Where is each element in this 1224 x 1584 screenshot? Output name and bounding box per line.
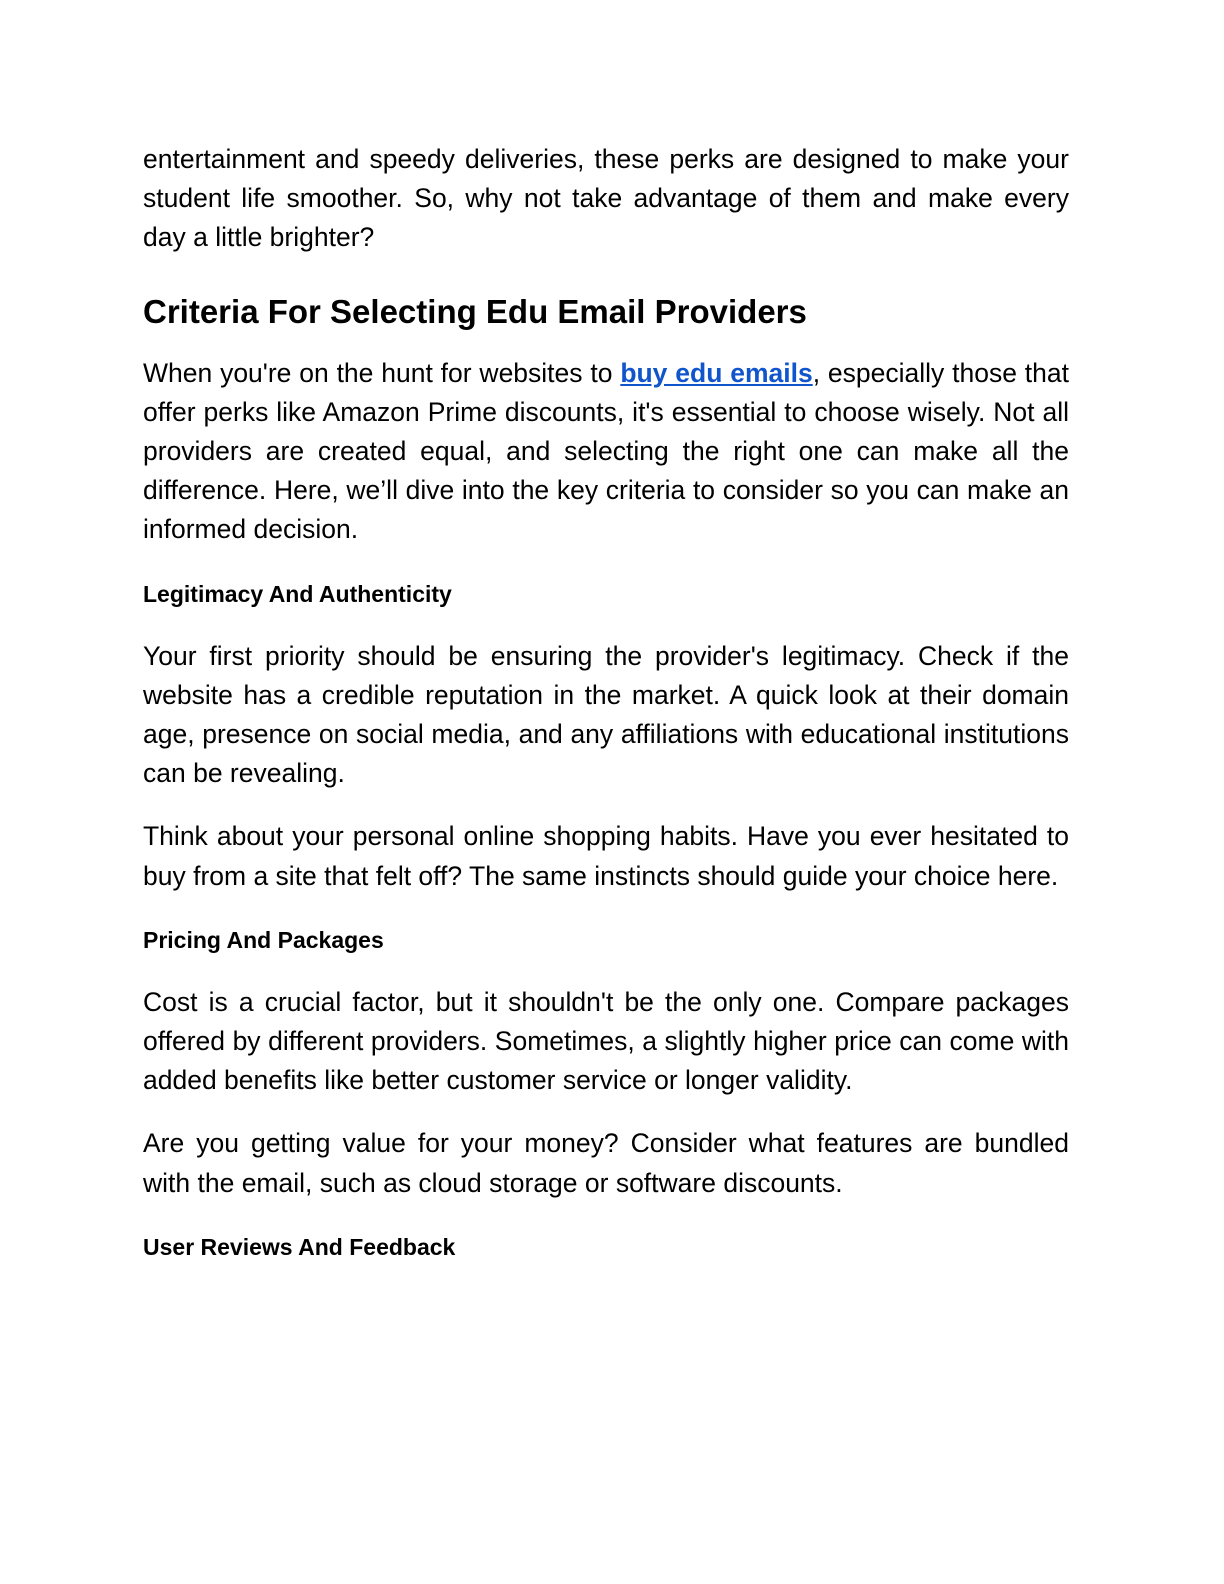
buy-edu-emails-link[interactable]: buy edu emails xyxy=(620,357,813,388)
section-intro-paragraph xyxy=(143,354,1069,550)
subheading-user-reviews: User Reviews And Feedback xyxy=(143,1233,456,1260)
pricing-paragraph-2: Are you getting value for your money? Consider what features are bundled with the email, such as cloud storage or software discounts. xyxy=(143,1128,1069,1198)
subheading-legitimacy: Legitimacy And Authenticity xyxy=(143,580,452,607)
document-page xyxy=(143,140,1069,1262)
pricing-paragraph-1: Cost is a crucial factor, but it shouldn't be the only one. Compare packages offered by different providers. Sometimes, a slightly higher price can come with added benefits like better customer service or longer validity. xyxy=(143,986,1069,1096)
legitimacy-paragraph-1: Your first priority should be ensuring the provider's legitimacy. Check if the website has a credible reputation in the market. A quick look at their domain age, presence on social media, and any affiliations with educational institutions can be revealing. xyxy=(143,640,1069,789)
intro-paragraph: entertainment and speedy deliveries, these perks are designed to make your student life smoother. So, why not take advantage of them and make every day a little brighter? xyxy=(143,144,1069,253)
section-intro-text-before: When you're on the hunt for websites to xyxy=(143,357,621,388)
section-intro-text-after: , especially those that offer perks like Amazon Prime discounts, it's essential to choose wisely. Not all providers are created equal, and selecting the right one can make all the difference. Here, we’ll dive into the key criteria to consider so you can make an informed decision. xyxy=(143,357,1070,545)
section-heading: Criteria For Selecting Edu Email Providers xyxy=(143,292,807,330)
subheading-pricing: Pricing And Packages xyxy=(143,926,384,953)
legitimacy-paragraph-2: Think about your personal online shopping habits. Have you ever hesitated to buy from a site that felt off? The same instincts should guide your choice here. xyxy=(143,821,1069,891)
